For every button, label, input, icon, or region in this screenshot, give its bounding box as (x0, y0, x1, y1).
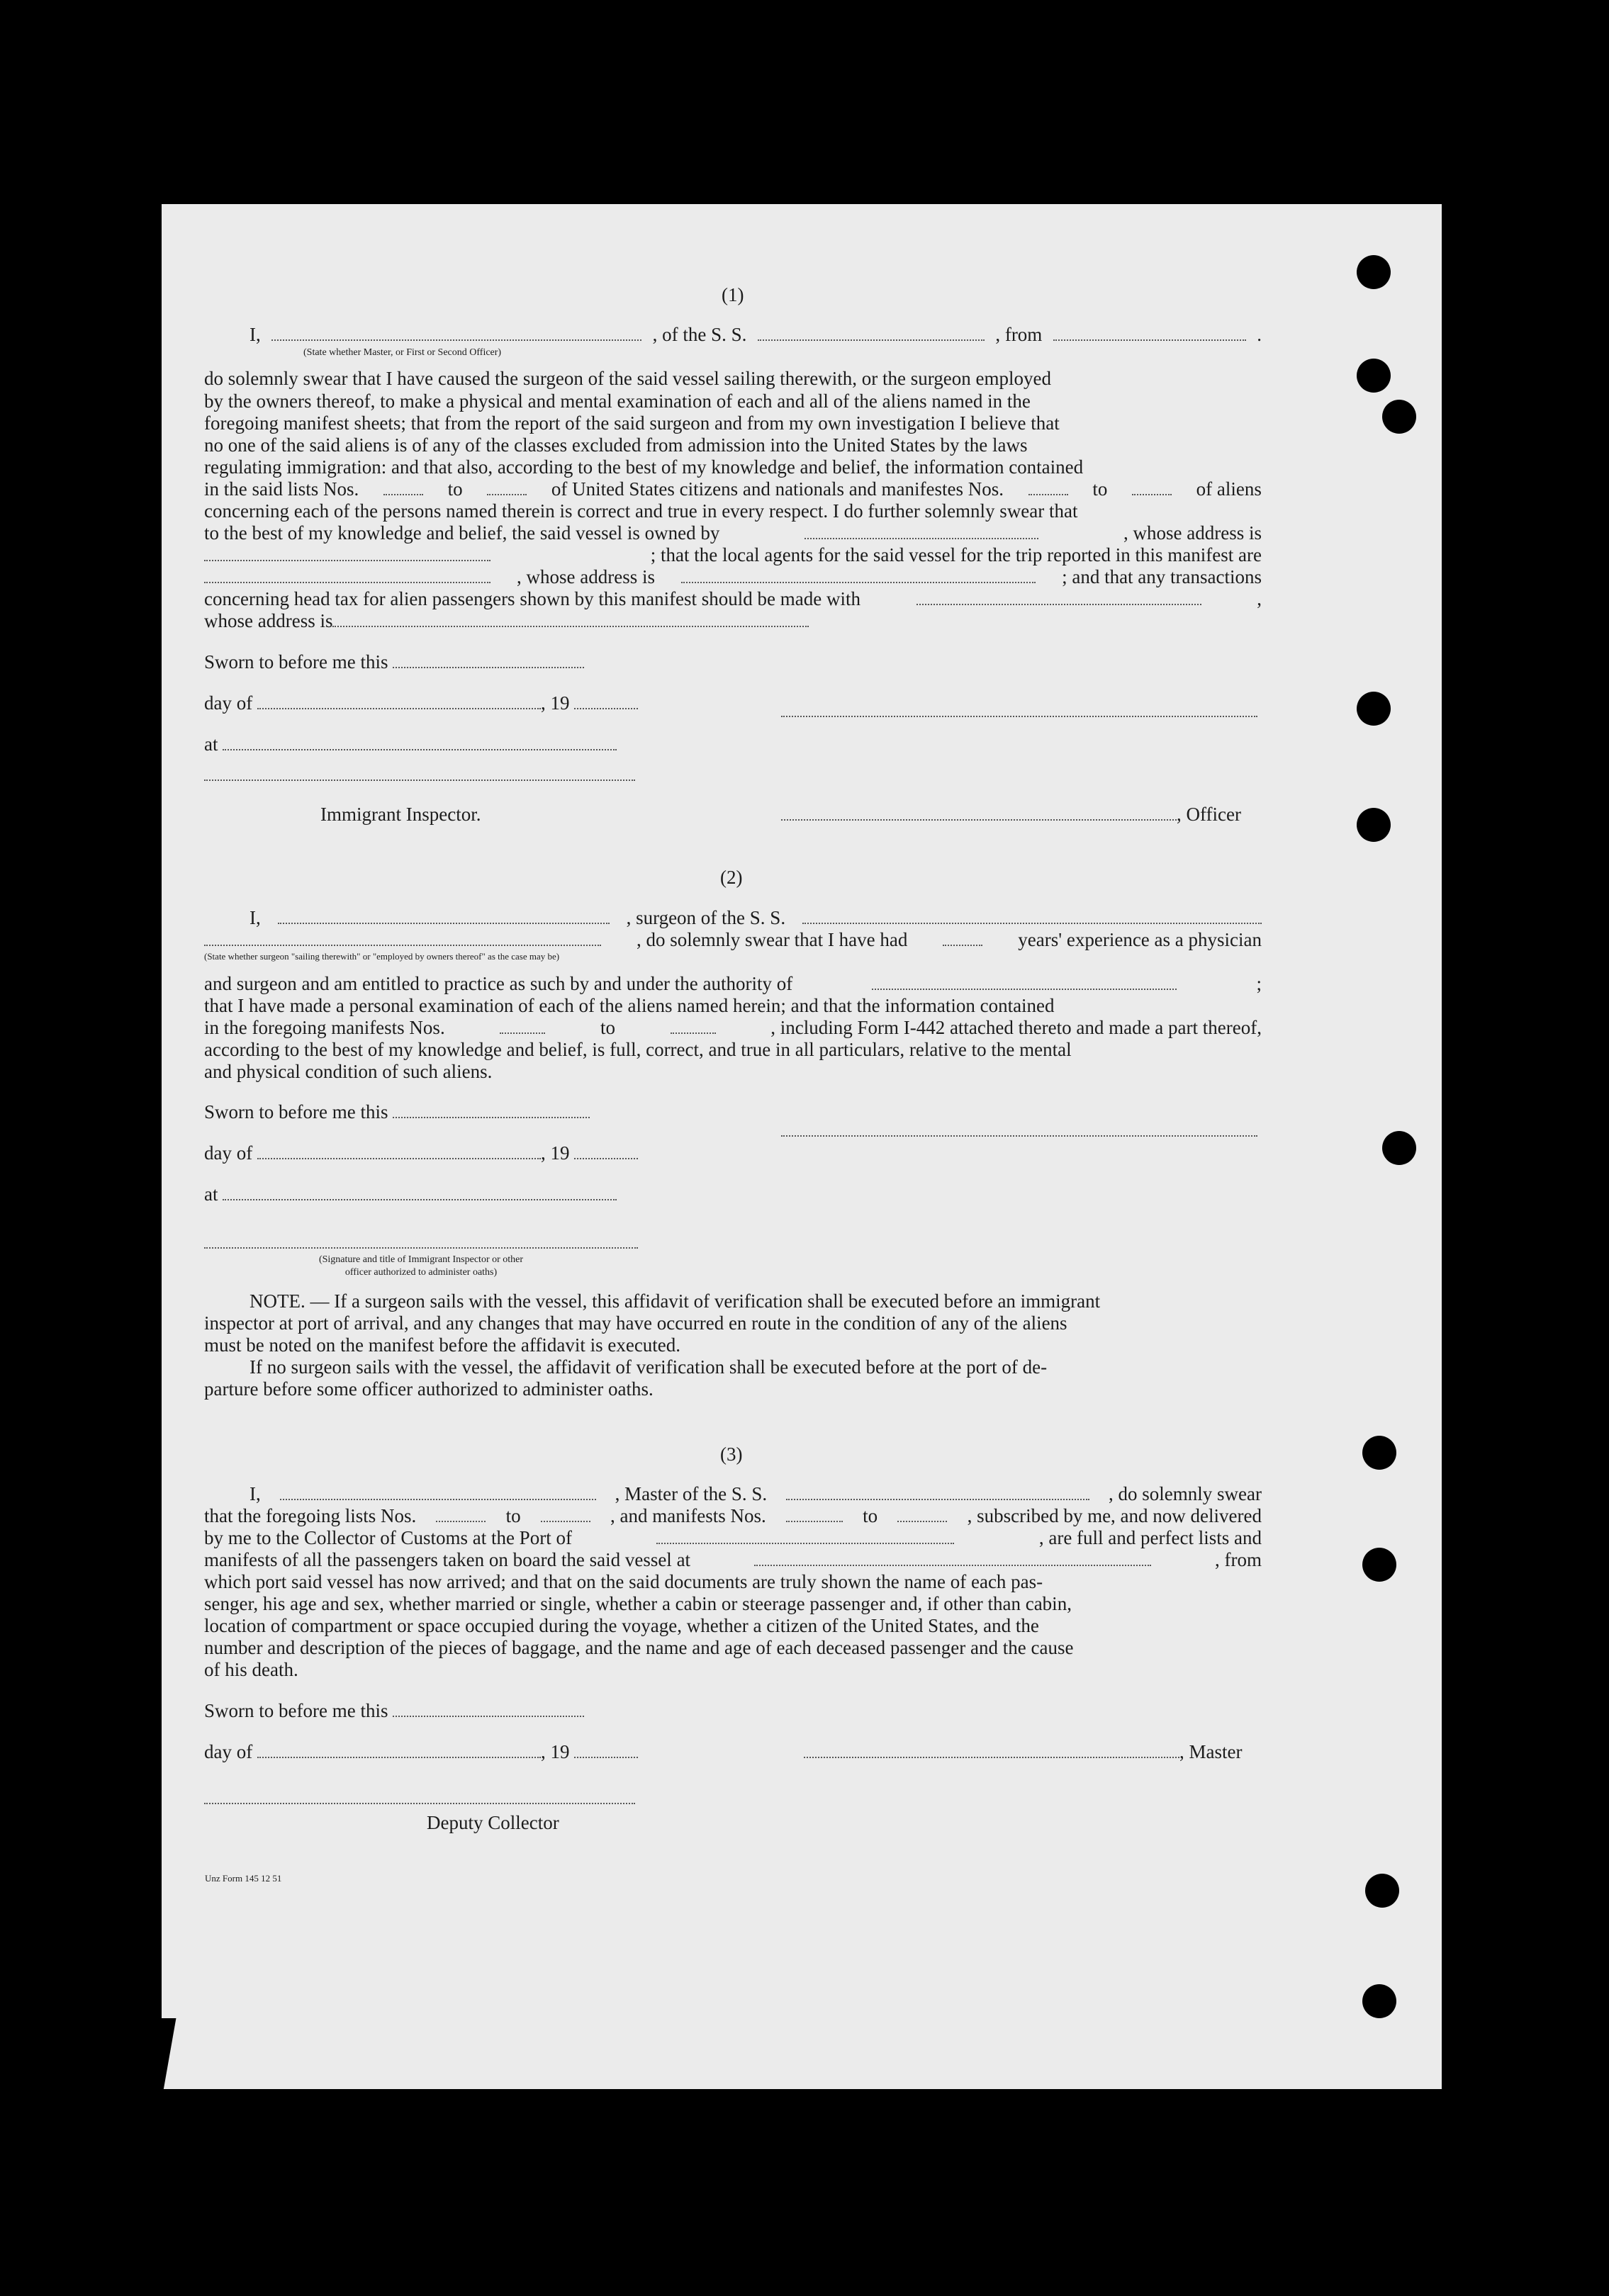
s2-years-field[interactable] (943, 942, 982, 946)
s3-date-line: day of , 19 (204, 1740, 638, 1763)
s1-place-field[interactable] (223, 746, 617, 750)
s3-lists-line: that the foregoing lists Nos. to , and manifests Nos. to , subscribed by me, and now delivered (204, 1505, 1262, 1526)
s3-embark-port-field[interactable] (754, 1562, 1151, 1566)
s1-at-line: at (204, 733, 617, 755)
s1-period: . (1257, 324, 1262, 345)
s1-lists-line: in the said lists Nos. to of United States citizens and nationals and manifestes Nos. to of aliens (204, 478, 1262, 500)
s1-lists-from-field[interactable] (383, 491, 423, 495)
s2-manifests-line: in the foregoing manifests Nos. to , including Form I-442 attached thereto and made a part thereof, (204, 1017, 1262, 1038)
binder-hole (1382, 1131, 1416, 1165)
s1-body-line: foregoing manifest sheets; that from the report of the said surgeon and from my own investigation I believe that (204, 412, 1060, 434)
s1-inspector-signature-field[interactable] (204, 777, 635, 781)
s3-sworn-day-field[interactable] (393, 1713, 584, 1717)
section-3-number: (3) (720, 1444, 743, 1465)
s2-body-line: that I have made a personal examination of each of the aliens named herein; and that the information contained (204, 995, 1055, 1016)
s3-deputy-signature-field[interactable] (204, 1800, 635, 1804)
s1-officer-caption: (State whether Master, or First or Second Officer) (303, 347, 502, 358)
torn-corner (162, 2018, 190, 2089)
s2-sworn-line: Sworn to before me this (204, 1101, 590, 1123)
s2-body-line: and physical condition of such aliens. (204, 1061, 493, 1082)
s2-signature-caption-2: officer authorized to administer oaths) (344, 1267, 498, 1278)
s3-lists-from-field[interactable] (436, 1518, 486, 1522)
s2-surgeon-signature-field[interactable] (781, 1132, 1257, 1137)
s2-surgeon-name-field[interactable] (278, 920, 610, 924)
s1-year-field[interactable] (574, 705, 638, 709)
s2-date-line: day of , 19 (204, 1142, 638, 1164)
binder-hole (1357, 255, 1391, 289)
s1-sworn-line: Sworn to before me this (204, 651, 584, 673)
s3-master-line: , Master (804, 1740, 1242, 1763)
s2-line-1: I, , surgeon of the S. S. (250, 906, 1262, 929)
s1-lists-to-field[interactable] (487, 491, 527, 495)
binder-hole (1362, 1436, 1396, 1470)
s2-signature-caption-1: (Signature and title of Immigrant Inspector or other (318, 1254, 524, 1265)
s3-year-field[interactable] (574, 1754, 638, 1758)
s1-owner-line: to the best of my knowledge and belief, the said vessel is owned by , whose address is (204, 522, 1262, 544)
s1-officer-rank-field[interactable] (271, 337, 641, 341)
s3-body-line: of his death. (204, 1659, 298, 1680)
s2-inspector-signature-field[interactable] (204, 1244, 638, 1249)
s2-place-field[interactable] (223, 1196, 617, 1200)
s3-sworn-line: Sworn to before me this (204, 1699, 584, 1722)
binder-hole (1362, 1548, 1396, 1582)
s1-manifests-from-field[interactable] (1028, 491, 1068, 495)
s3-body-line: which port said vessel has now arrived; and that on the said documents are truly shown the name of each pas- (204, 1571, 1043, 1592)
s1-body-line: do solemnly swear that I have caused the surgeon of the said vessel sailing therewith, or the surgeon employed (204, 368, 1051, 389)
binder-hole (1382, 400, 1416, 434)
s1-i-label: I, (250, 324, 261, 345)
s3-month-field[interactable] (257, 1754, 541, 1758)
s1-owner-address-field[interactable] (204, 557, 490, 561)
s2-manifests-from-field[interactable] (500, 1030, 545, 1034)
s1-agents-line: ; that the local agents for the said vessel for the trip reported in this manifest are (204, 544, 1262, 566)
s3-master-signature-field[interactable] (804, 1754, 1179, 1758)
s1-owner-field[interactable] (804, 535, 1038, 539)
s3-lists-to-field[interactable] (541, 1518, 590, 1522)
s1-body-line: concerning each of the persons named therein is correct and true in every respect. I do further solemnly swear that (204, 500, 1078, 522)
s1-sworn-day-field[interactable] (393, 664, 584, 668)
binder-hole (1357, 808, 1391, 842)
s1-from-label: , from (995, 324, 1043, 345)
s1-line-1 (250, 323, 1262, 346)
note-line: must be noted on the manifest before the affidavit is executed. (204, 1334, 681, 1356)
s2-surgeon-caption: (State whether surgeon "sailing therewith" or "employed by owners thereof" as the case may be) (204, 951, 560, 962)
s3-manifests-from-field[interactable] (786, 1518, 843, 1522)
s2-at-line: at (204, 1183, 617, 1205)
s1-agents-field[interactable] (204, 579, 490, 583)
s3-port-line: by me to the Collector of Customs at the Port of , are full and perfect lists and (204, 1527, 1262, 1548)
s3-body-line: location of compartment or space occupied during the voyage, whether a citizen of the United States, and the (204, 1615, 1039, 1636)
s1-body-line: no one of the said aliens is of any of the classes excluded from admission into the United States by the laws (204, 434, 1028, 456)
s1-month-field[interactable] (257, 705, 541, 709)
s2-sworn-day-field[interactable] (393, 1114, 590, 1118)
s1-headtax-address-line: whose address is (204, 609, 809, 632)
s2-line-2: , do solemnly swear that I have had years' experience as a physician (204, 928, 1262, 951)
section-1-number: (1) (722, 284, 744, 305)
s1-agents-address-line: , whose address is ; and that any transactions (204, 565, 1262, 588)
s2-body-line: according to the best of my knowledge and belief, is full, correct, and true in all particulars, relative to the mental (204, 1039, 1072, 1060)
s1-headtax-line: concerning head tax for alien passengers shown by this manifest should be made with , (204, 588, 1262, 609)
note-line: parture before some officer authorized to administer oaths. (204, 1378, 654, 1400)
s1-inspector-label: Immigrant Inspector. (320, 804, 481, 825)
s3-line-1: I, , Master of the S. S. , do solemnly swear (250, 1483, 1262, 1504)
binder-hole (1357, 692, 1391, 726)
s1-officer-line: , Officer (781, 803, 1241, 826)
s2-authority-line: and surgeon and am entitled to practice as such by and under the authority of ; (204, 973, 1262, 994)
s1-headtax-address-field[interactable] (332, 623, 809, 627)
binder-hole (1357, 359, 1391, 393)
s3-body-line: senger, his age and sex, whether married or single, whether a cabin or steerage passenger and, if other than cabin, (204, 1593, 1072, 1614)
s3-master-name-field[interactable] (280, 1496, 596, 1500)
note-line: If no surgeon sails with the vessel, the affidavit of verification shall be executed before at the port of de- (250, 1356, 1048, 1378)
s1-manifests-to-field[interactable] (1132, 491, 1172, 495)
s3-deputy-label: Deputy Collector (427, 1812, 559, 1833)
s2-authority-field[interactable] (872, 986, 1177, 990)
form-number: Unz Form 145 12 51 (205, 1873, 282, 1884)
s3-body-line: number and description of the pieces of baggage, and the name and age of each deceased passenger and the cause (204, 1637, 1074, 1658)
s1-officer-signature-field[interactable] (781, 713, 1257, 717)
section-2-number: (2) (720, 867, 743, 888)
s2-year-field[interactable] (574, 1155, 638, 1159)
s3-vessel-name-field[interactable] (786, 1496, 1089, 1500)
s1-body-line: by the owners thereof, to make a physical and mental examination of each and all of the aliens named in the (204, 390, 1031, 412)
s1-from-port-field[interactable] (1053, 337, 1246, 341)
s2-month-field[interactable] (257, 1155, 541, 1159)
note-line: inspector at port of arrival, and any changes that may have occurred en route in the condition of any of the aliens (204, 1312, 1067, 1334)
s1-vessel-name-field[interactable] (758, 337, 985, 341)
s1-officer-name-field[interactable] (781, 816, 1177, 821)
s1-of-ss-label: , of the S. S. (652, 324, 747, 345)
s2-surgeon-status-field[interactable] (204, 942, 601, 946)
s1-date-line: day of , 19 (204, 692, 638, 714)
s3-embark-line: manifests of all the passengers taken on board the said vessel at , from (204, 1549, 1262, 1570)
s3-manifests-to-field[interactable] (897, 1518, 947, 1522)
note-line: NOTE. — If a surgeon sails with the vessel, this affidavit of verification shall be executed before an immigrant (250, 1290, 1101, 1312)
binder-hole (1362, 1984, 1396, 2018)
s2-vessel-name-field[interactable] (802, 920, 1262, 924)
s1-agents-address-field[interactable] (681, 579, 1036, 583)
s2-manifests-to-field[interactable] (671, 1030, 716, 1034)
s3-port-field[interactable] (656, 1540, 954, 1544)
s1-headtax-party-field[interactable] (916, 601, 1201, 605)
s1-body-line: regulating immigration: and that also, according to the best of my knowledge and belief, the information contained (204, 456, 1084, 478)
binder-hole (1365, 1874, 1399, 1908)
